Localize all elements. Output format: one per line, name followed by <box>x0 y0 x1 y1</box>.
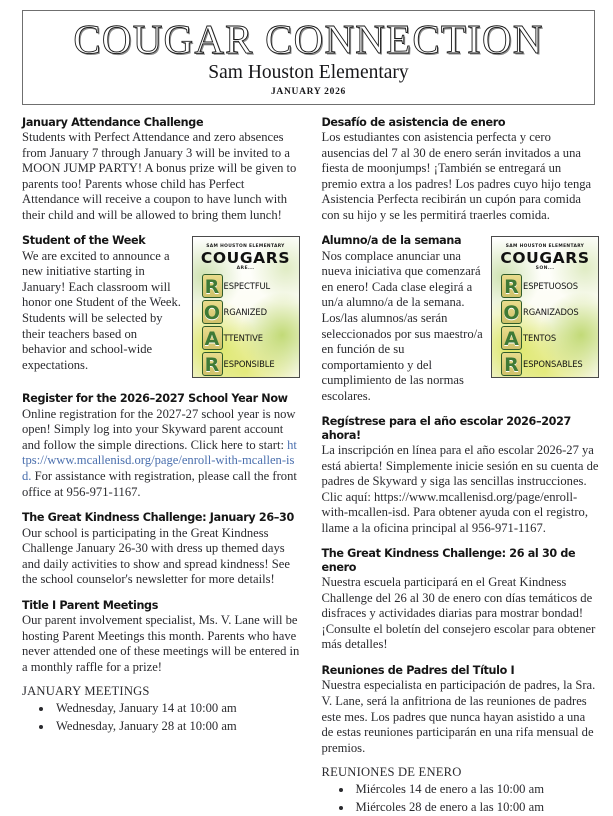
register-body-en <box>22 407 300 500</box>
roar-row <box>501 273 594 299</box>
register-heading-es: Regístrese para el año escolar 2026–2027 ahora! <box>321 415 571 442</box>
english-column <box>22 116 300 735</box>
register-text-after-en: For assistance with registration, please call the front office at 956-971-1167. <box>22 468 297 499</box>
roar-acrostic-es <box>501 273 594 377</box>
section-student-of-week-es <box>322 234 600 404</box>
roar-row <box>501 299 594 325</box>
roar-word: RGANIZED <box>223 307 267 318</box>
student-of-week-heading-es: Alumno/a de la semana <box>321 234 462 248</box>
roar-acrostic-en <box>202 273 295 377</box>
title-one-heading-es: Reuniones de Padres del Título I <box>321 664 515 678</box>
enrollment-link-en[interactable]: https://www.mcallenisd.org/page/enroll-with-mcallen-isd. <box>22 437 297 483</box>
section-attendance-es <box>322 116 600 224</box>
section-kindness-es <box>322 547 600 653</box>
roar-word: TTENTIVE <box>223 333 263 344</box>
section-title-one-en <box>22 599 300 735</box>
kindness-heading-es: The Great Kindness Challenge: 26 al 30 de enero <box>321 547 576 574</box>
list-item: • Wednesday, January 28 at 10:00 am <box>53 718 300 735</box>
attendance-heading-es: Desafío de asistencia de enero <box>321 115 506 129</box>
poster-son-word-es: SON... <box>535 266 555 272</box>
poster-school-name-en: SAM HOUSTON ELEMENTARY <box>206 244 285 250</box>
student-of-week-heading-en: Student of the Week <box>22 234 146 248</box>
roar-row <box>202 299 295 325</box>
title-one-body-es: Nuestra especialista en participación de padres, la Sra. V. Lane, será la anfitriona de las reuniones de padres este mes. Los padres que nunca hayan asistido a una de estas reuniones participarán en una rifa mensual de premios. <box>321 678 596 755</box>
title-one-heading-en: Title I Parent Meetings <box>22 598 159 612</box>
roar-letter: R <box>202 352 223 376</box>
roar-word: RGANIZADOS <box>523 307 579 318</box>
kindness-heading-en: The Great Kindness Challenge: January 26–30 <box>22 511 294 525</box>
roar-word: ESPONSIBLE <box>223 359 275 370</box>
roar-row <box>202 273 295 299</box>
meetings-title-en: JANUARY MEETINGS <box>22 684 150 699</box>
kindness-body-en: Our school is participating in the Great Kindness Challenge January 26-30 with dress up themed days and daily activities to show and spread kindness! See the school counselor's newsletter for more details! <box>22 525 290 587</box>
roar-row <box>202 325 295 351</box>
student-of-week-body-es: Nos complace anunciar una nueva iniciativa que comenzará en enero! Cada clase elegirá a un/a alumno/a de la semana. Los/las alumnos/as serán seleccionados por sus maestro/a en función de su comportamiento y del cumplimiento de las normas escolares. <box>321 248 483 403</box>
roar-row <box>501 325 594 351</box>
list-item: • Wednesday, January 14 at 10:00 am <box>53 700 300 717</box>
roar-letter: O <box>202 300 223 324</box>
student-of-week-body-en: We are excited to announce a new initiative starting in January! Each classroom will honor one Student of the Week. Students will be selected by their teachers based on behavior and school-wide expectations. <box>22 248 181 372</box>
register-heading-en: Register for the 2026–2027 School Year Now <box>22 392 288 406</box>
meetings-list-es <box>322 781 600 816</box>
attendance-heading-en: January Attendance Challenge <box>22 115 204 129</box>
roar-row <box>501 351 594 377</box>
roar-word: ESPECTFUL <box>223 281 271 292</box>
kindness-body-es: Nuestra escuela participará en el Great Kindness Challenge del 26 al 30 de enero con días temáticos de disfraces y actividades diarias para mostrar bondad! ¡Consulte el boletín del consejero escolar para obtener más detalles! <box>321 575 596 652</box>
roar-letter: A <box>501 326 522 350</box>
newsletter-title: COUGAR CONNECTION <box>73 16 544 62</box>
issue-date: JANUARY 2026 <box>270 86 346 97</box>
roar-poster-es <box>491 236 599 378</box>
newsletter-page <box>0 10 613 814</box>
register-body-es: La inscripción en línea para el año escolar 2026-27 ya está abierta! Simplemente inicie sesión en su cuenta de padres de Skyward y siga las sencillas instrucciones. Clic aquí: https://www.mcallenisd.org/page/enroll-with-mcallen-isd. Para obtener ayuda con el registro, llame a la oficina principal al 956-971-1167. <box>321 443 599 535</box>
meetings-title-es: REUNIONES DE ENERO <box>321 765 462 780</box>
roar-poster-en <box>192 236 300 378</box>
register-text-before-en: Online registration for the 2027-27 school year is now open! Simply log into your Skyward parent account and follow the simple directions. Click here to start: <box>22 406 296 452</box>
section-student-of-week-en <box>22 234 300 381</box>
poster-school-name-es: SAM HOUSTON ELEMENTARY <box>505 244 585 250</box>
content-columns <box>22 116 599 816</box>
masthead <box>22 10 595 105</box>
poster-are-word-en: ARE... <box>236 266 255 272</box>
section-register-en <box>22 392 300 500</box>
attendance-body-en: Students with Perfect Attendance and zero absences from January 7 through January 3 will be invited to a MOON JUMP PARTY! A bonus prize will be given to parents too! Parents whose child has Perfect Attendance will receive a coupon to have lunch with their child and will be allowed to bring them lunch! <box>22 130 297 222</box>
roar-word: ESPETUOSOS <box>523 281 579 292</box>
spanish-column <box>322 116 600 816</box>
roar-word: TENTOS <box>523 333 557 344</box>
section-title-one-es <box>322 664 600 816</box>
roar-row <box>202 351 295 377</box>
list-item: • Miércoles 14 de enero a las 10:00 am <box>353 781 600 798</box>
title-one-body-en: Our parent involvement specialist, Ms. V. Lane will be hosting Parent Meetings this month. Parents who have never attended one of these meetings will be entered in a monthly raffle for a prize! <box>22 613 300 674</box>
roar-letter: O <box>501 300 522 324</box>
section-register-es <box>322 415 600 536</box>
poster-cougars-word-es: COUGARS <box>500 249 590 268</box>
list-item: • Miércoles 28 de enero a las 10:00 am <box>353 799 600 816</box>
roar-letter: R <box>501 274 522 298</box>
poster-cougars-word-en: COUGARS <box>200 249 291 268</box>
school-name: Sam Houston Elementary <box>208 62 409 84</box>
attendance-body-es: Los estudiantes con asistencia perfecta y cero ausencias del 7 al 30 de enero serán invitados a una fiesta de moonjumps! ¡También se entregará un premio extra a los padres! Los padres cuyo hijo tenga Asistencia Perfecta recibirán un cupón para comida con su hijo y se les permitirá traerles comida. <box>321 130 592 222</box>
roar-letter: A <box>202 326 223 350</box>
section-attendance-en <box>22 116 300 224</box>
spacer <box>322 756 600 765</box>
roar-word: ESPONSABLES <box>523 359 583 370</box>
meetings-list-en <box>22 700 300 735</box>
roar-letter: R <box>501 352 522 376</box>
roar-letter: R <box>202 274 223 298</box>
spacer <box>22 675 300 684</box>
section-kindness-en <box>22 511 300 588</box>
